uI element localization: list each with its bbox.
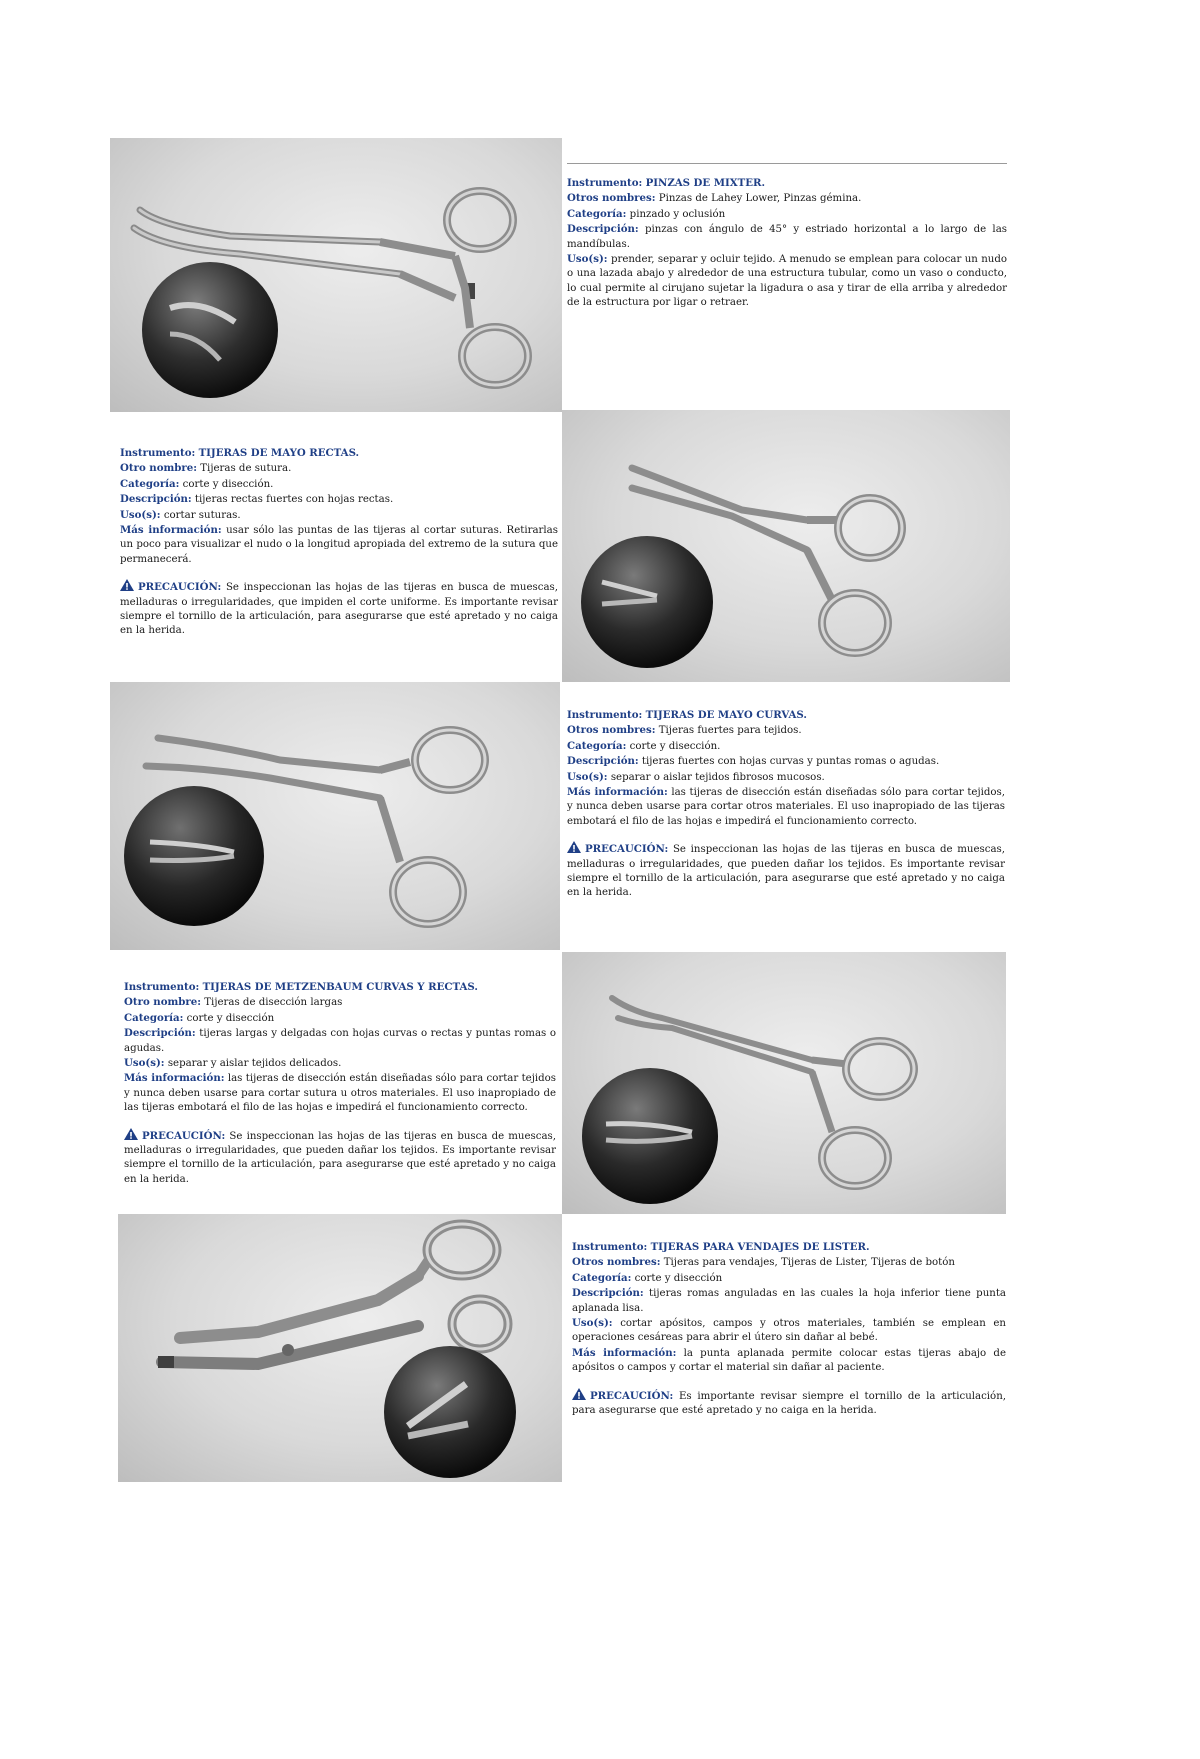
use-label: Uso(s): [567,253,608,266]
section-tijeras-mayo-curvas [567,708,1005,901]
caution-value: Es importante revisar siempre el tornillo de la articulación, para asegurarse que esté apretado y no caiga en la herida. [572,1390,1006,1417]
use-label: Uso(s): [572,1317,613,1330]
description-label: Descripción: [124,1027,196,1040]
photo-tijeras-lister [118,1214,562,1482]
instrument-label: Instrumento: [567,709,643,721]
section-tijeras-metzenbaum [124,980,556,1187]
section-tijeras-lister [572,1240,1006,1418]
category-value: pinzado y oclusión [629,208,726,220]
instrument-name: TIJERAS DE MAYO CURVAS. [645,709,807,721]
use-label: Uso(s): [124,1057,165,1070]
caution-label: PRECAUCIÓN: [585,843,669,856]
category-label: Categoría: [120,477,180,490]
description-label: Descripción: [120,493,192,506]
other-names-value: Tijeras de disección largas [204,997,343,1009]
warning-icon [124,1128,138,1140]
other-names-value: Pinzas de Lahey Lower, Pinzas gémina. [658,193,862,205]
description-value: pinzas con ángulo de 45° y estriado horizontal a lo largo de las mandíbulas. [567,224,1007,250]
use-value: separar o aislar tejidos fibrosos mucosos. [610,771,825,783]
instrument-name: PINZAS DE MIXTER. [645,177,766,189]
category-label: Categoría: [567,739,627,752]
more-info-value: las tijeras de disección están diseñadas sólo para cortar tejidos y nunca deben usarse para cortar sutura u otros materiales. El uso inapropiado de las tijeras embotará el filo de las hojas e impedirá el funcionamiento correcto. [124,1073,556,1114]
description-value: tijeras fuertes con hojas curvas y puntas romas o agudas. [641,756,940,768]
more-info-value: las tijeras de disección están diseñadas sólo para cortar tejidos, y nunca deben usarse para cortar otros materiales. El uso inapropiado de las tijeras embotará el filo de las hojas e impedirá el funcionamiento correcto. [567,787,1005,827]
more-info-label: Más información: [124,1072,225,1085]
instrument-label: Instrumento: [120,447,196,459]
caution-label: PRECAUCIÓN: [142,1129,226,1142]
photo-tijeras-metzenbaum [562,952,1006,1214]
instrument-name: TIJERAS PARA VENDAJES DE LISTER. [650,1241,870,1253]
other-names-label: Otros nombres: [572,1256,661,1269]
instrument-label: Instrumento: [572,1241,648,1253]
warning-icon [572,1388,586,1400]
other-names-value: Tijeras fuertes para tejidos. [658,725,802,737]
instrument-label: Instrumento: [567,177,643,189]
use-value: prender, separar y ocluir tejido. A menudo se emplean para colocar un nudo o una lazada abajo y alrededor de una estructura tubular, como un vaso o conducto, lo cual permite al cirujano sujetar la ligadura o asa y tirar de ella arriba y alrededor de la estructura por ligar o retraer. [567,254,1007,309]
description-value: tijeras largas y delgadas con hojas curvas o rectas y puntas romas o agudas. [124,1028,556,1054]
use-value: cortar suturas. [163,509,241,521]
description-value: tijeras romas anguladas en las cuales la hoja inferior tiene punta aplanada lisa. [572,1288,1006,1314]
use-label: Uso(s): [567,770,608,783]
caution-value: Se inspeccionan las hojas de las tijeras en busca de muescas, melladuras o irregularidades, que pueden dañar los tejidos. Es importante revisar siempre el tornillo de la articulación, para asegurarse que esté apretado y no caiga en la herida. [124,1130,556,1185]
description-label: Descripción: [572,1287,644,1300]
photo-pinzas-mixter [110,138,562,412]
photo-tijeras-mayo-rectas [562,410,1010,682]
category-value: corte y disección [634,1272,723,1284]
more-info-value: usar sólo las puntas de las tijeras al cortar suturas. Retirarlas un poco para visualizar el nudo o la longitud apropiada del extremo de la sutura que permanecerá. [120,525,558,565]
section-tijeras-mayo-rectas [120,446,558,639]
photo-tijeras-mayo-curvas [110,682,560,950]
other-names-value: Tijeras para vendajes, Tijeras de Lister, Tijeras de botón [663,1257,955,1269]
instrument-name: TIJERAS DE MAYO RECTAS. [198,447,360,459]
category-label: Categoría: [567,207,627,220]
description-label: Descripción: [567,223,639,236]
category-value: corte y disección [186,1012,275,1024]
other-names-label: Otro nombre: [120,462,198,475]
warning-icon [120,579,134,591]
use-value: separar y aislar tejidos delicados. [167,1058,342,1070]
use-value: cortar apósitos, campos y otros materiales, también se emplean en operaciones cesáreas para abrir el útero sin dañar al bebé. [572,1318,1006,1344]
header-rule [567,163,1007,164]
category-label: Categoría: [572,1271,632,1284]
category-label: Categoría: [124,1011,184,1024]
more-info-label: Más información: [567,786,668,799]
other-names-label: Otros nombres: [567,724,656,737]
other-names-label: Otro nombre: [124,996,202,1009]
caution-label: PRECAUCIÓN: [590,1389,674,1402]
more-info-label: Más información: [120,524,222,537]
warning-icon [567,841,581,853]
caution-label: PRECAUCIÓN: [138,581,222,594]
more-info-label: Más información: [572,1346,677,1359]
instrument-label: Instrumento: [124,981,200,993]
caution-value: Se inspeccionan las hojas de las tijeras en busca de muescas, melladuras o irregularidades, que pueden dañar los tejidos. Es importante revisar siempre el tornillo de la articulación, para asegurarse que esté apretado y no caiga en la herida. [567,844,1005,899]
use-label: Uso(s): [120,508,161,521]
instrument-name: TIJERAS DE METZENBAUM CURVAS Y RECTAS. [202,981,478,993]
category-value: corte y disección. [629,740,721,752]
description-label: Descripción: [567,755,639,768]
description-value: tijeras rectas fuertes con hojas rectas. [194,494,394,506]
other-names-value: Tijeras de sutura. [200,463,292,475]
section-pinzas-mixter [567,176,1007,311]
category-value: corte y disección. [182,478,274,490]
other-names-label: Otros nombres: [567,192,656,205]
more-info-value: la punta aplanada permite colocar estas tijeras abajo de apósitos o campos y cortar el material sin dañar al paciente. [572,1347,1006,1374]
caution-value: Se inspeccionan las hojas de las tijeras en busca de muescas, melladuras o irregularidades, que impiden el corte uniforme. Es importante revisar siempre el tornillo de la articulación, para asegurarse que esté apretado y no caiga en la herida. [120,582,558,637]
